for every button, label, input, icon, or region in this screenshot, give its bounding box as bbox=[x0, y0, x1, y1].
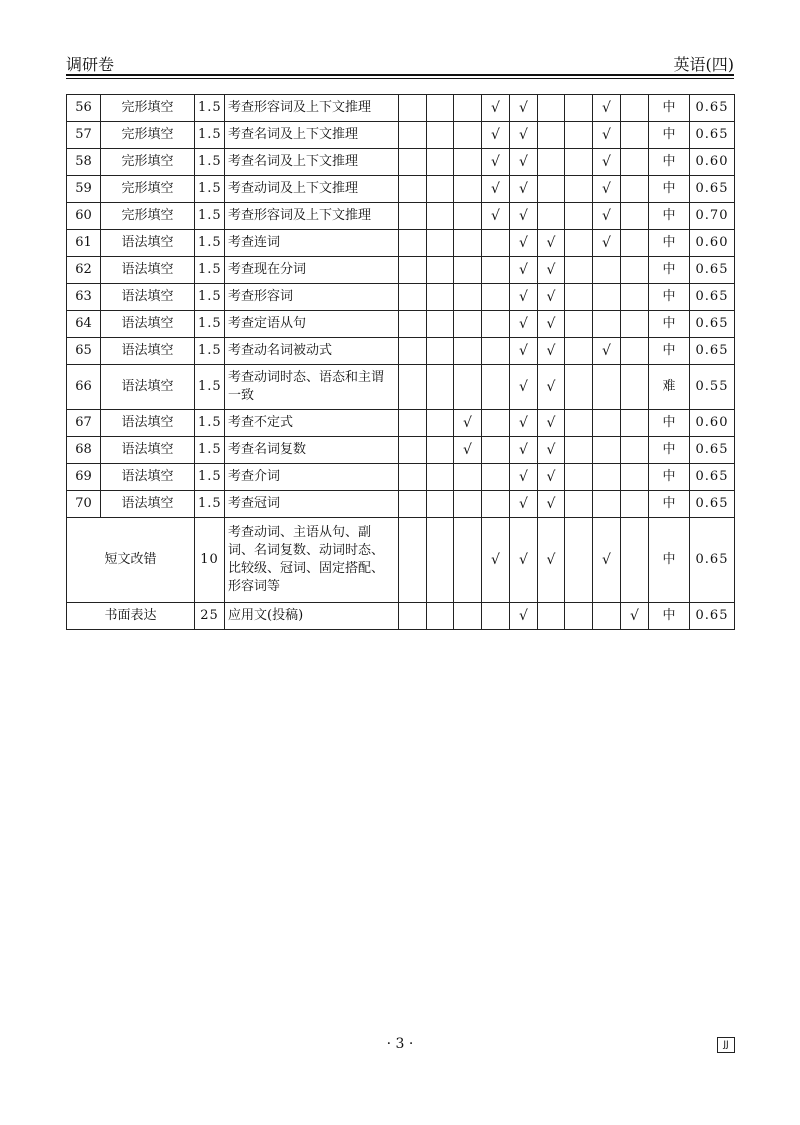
check-cell bbox=[454, 365, 482, 410]
check-cell bbox=[454, 603, 482, 630]
check-cell: √ bbox=[510, 338, 538, 365]
header-rule-thick bbox=[66, 74, 734, 76]
table-row bbox=[67, 338, 735, 365]
check-cell bbox=[399, 518, 427, 603]
score: 1.5 bbox=[195, 176, 225, 203]
question-number: 61 bbox=[67, 230, 101, 257]
difficulty: 中 bbox=[649, 122, 690, 149]
check-cell bbox=[399, 365, 427, 410]
question-number: 67 bbox=[67, 410, 101, 437]
check-cell bbox=[399, 122, 427, 149]
score: 1.5 bbox=[195, 95, 225, 122]
score-rate: 0.65 bbox=[690, 491, 735, 518]
check-cell bbox=[593, 311, 621, 338]
check-cell bbox=[538, 149, 565, 176]
score-rate: 0.60 bbox=[690, 410, 735, 437]
check-cell bbox=[427, 122, 454, 149]
check-cell bbox=[621, 203, 649, 230]
assessment-content: 考查名词复数 bbox=[225, 437, 399, 464]
table-row bbox=[67, 311, 735, 338]
check-cell bbox=[454, 311, 482, 338]
difficulty: 难 bbox=[649, 365, 690, 410]
table-row bbox=[67, 122, 735, 149]
check-cell: √ bbox=[510, 203, 538, 230]
check-cell bbox=[399, 464, 427, 491]
check-cell bbox=[427, 518, 454, 603]
check-cell: √ bbox=[482, 95, 510, 122]
difficulty: 中 bbox=[649, 149, 690, 176]
check-cell: √ bbox=[593, 122, 621, 149]
check-cell: √ bbox=[538, 437, 565, 464]
question-number: 68 bbox=[67, 437, 101, 464]
check-cell: √ bbox=[482, 518, 510, 603]
check-cell bbox=[621, 284, 649, 311]
check-cell bbox=[427, 95, 454, 122]
check-cell: √ bbox=[510, 518, 538, 603]
score: 1.5 bbox=[195, 410, 225, 437]
score-rate: 0.65 bbox=[690, 311, 735, 338]
question-number: 57 bbox=[67, 122, 101, 149]
check-cell: √ bbox=[593, 203, 621, 230]
check-cell bbox=[427, 203, 454, 230]
check-cell bbox=[593, 410, 621, 437]
check-cell bbox=[565, 311, 593, 338]
check-cell: √ bbox=[593, 176, 621, 203]
check-cell bbox=[454, 257, 482, 284]
check-cell bbox=[454, 491, 482, 518]
assessment-content: 考查动词时态、语态和主谓一致 bbox=[225, 365, 399, 410]
check-cell bbox=[621, 464, 649, 491]
check-cell bbox=[621, 122, 649, 149]
check-cell bbox=[621, 491, 649, 518]
score-rate: 0.65 bbox=[690, 122, 735, 149]
question-type: 完形填空 bbox=[101, 95, 195, 122]
check-cell: √ bbox=[538, 311, 565, 338]
check-cell bbox=[538, 122, 565, 149]
difficulty: 中 bbox=[649, 284, 690, 311]
assessment-content: 考查现在分词 bbox=[225, 257, 399, 284]
assessment-content: 考查名词及上下文推理 bbox=[225, 149, 399, 176]
check-cell: √ bbox=[482, 203, 510, 230]
check-cell bbox=[621, 338, 649, 365]
question-number: 64 bbox=[67, 311, 101, 338]
check-cell bbox=[454, 284, 482, 311]
question-type: 短文改错 bbox=[67, 518, 195, 603]
question-type: 语法填空 bbox=[101, 230, 195, 257]
check-cell bbox=[454, 149, 482, 176]
difficulty: 中 bbox=[649, 464, 690, 491]
score-rate: 0.60 bbox=[690, 149, 735, 176]
check-cell bbox=[427, 230, 454, 257]
check-cell bbox=[621, 176, 649, 203]
score: 1.5 bbox=[195, 230, 225, 257]
check-cell bbox=[621, 95, 649, 122]
difficulty: 中 bbox=[649, 203, 690, 230]
table-row bbox=[67, 284, 735, 311]
check-cell bbox=[454, 230, 482, 257]
check-cell: √ bbox=[510, 284, 538, 311]
check-cell bbox=[621, 410, 649, 437]
check-cell bbox=[482, 338, 510, 365]
score-rate: 0.65 bbox=[690, 338, 735, 365]
check-cell bbox=[482, 410, 510, 437]
check-cell: √ bbox=[538, 491, 565, 518]
check-cell bbox=[538, 603, 565, 630]
check-cell bbox=[482, 257, 510, 284]
check-cell bbox=[399, 203, 427, 230]
check-cell bbox=[427, 491, 454, 518]
score: 1.5 bbox=[195, 122, 225, 149]
check-cell bbox=[399, 95, 427, 122]
check-cell bbox=[454, 176, 482, 203]
check-cell bbox=[593, 284, 621, 311]
assessment-content: 考查动词及上下文推理 bbox=[225, 176, 399, 203]
check-cell: √ bbox=[621, 603, 649, 630]
score: 1.5 bbox=[195, 491, 225, 518]
score: 1.5 bbox=[195, 464, 225, 491]
question-number: 70 bbox=[67, 491, 101, 518]
question-type: 语法填空 bbox=[101, 284, 195, 311]
assessment-content: 考查定语从句 bbox=[225, 311, 399, 338]
check-cell bbox=[621, 365, 649, 410]
check-cell bbox=[427, 464, 454, 491]
score: 25 bbox=[195, 603, 225, 630]
difficulty: 中 bbox=[649, 491, 690, 518]
check-cell bbox=[565, 410, 593, 437]
assessment-content: 考查动名词被动式 bbox=[225, 338, 399, 365]
assessment-content: 考查形容词及上下文推理 bbox=[225, 95, 399, 122]
check-cell bbox=[482, 464, 510, 491]
question-number: 59 bbox=[67, 176, 101, 203]
question-type: 完形填空 bbox=[101, 176, 195, 203]
check-cell bbox=[593, 437, 621, 464]
check-cell bbox=[454, 95, 482, 122]
check-cell bbox=[565, 437, 593, 464]
question-type: 语法填空 bbox=[101, 311, 195, 338]
check-cell: √ bbox=[538, 410, 565, 437]
difficulty: 中 bbox=[649, 437, 690, 464]
check-cell bbox=[399, 311, 427, 338]
check-cell bbox=[454, 122, 482, 149]
check-cell bbox=[565, 365, 593, 410]
difficulty: 中 bbox=[649, 95, 690, 122]
score: 1.5 bbox=[195, 311, 225, 338]
score-rate: 0.65 bbox=[690, 284, 735, 311]
score-rate: 0.65 bbox=[690, 437, 735, 464]
check-cell bbox=[565, 338, 593, 365]
check-cell: √ bbox=[510, 603, 538, 630]
question-type: 完形填空 bbox=[101, 149, 195, 176]
check-cell bbox=[399, 176, 427, 203]
check-cell bbox=[565, 257, 593, 284]
question-type: 语法填空 bbox=[101, 491, 195, 518]
difficulty: 中 bbox=[649, 230, 690, 257]
check-cell bbox=[427, 338, 454, 365]
score: 1.5 bbox=[195, 149, 225, 176]
check-cell bbox=[482, 437, 510, 464]
check-cell bbox=[538, 95, 565, 122]
question-type: 书面表达 bbox=[67, 603, 195, 630]
score-rate: 0.70 bbox=[690, 203, 735, 230]
check-cell bbox=[454, 338, 482, 365]
check-cell bbox=[399, 491, 427, 518]
score-rate: 0.65 bbox=[690, 257, 735, 284]
assessment-content: 考查冠词 bbox=[225, 491, 399, 518]
check-cell bbox=[593, 464, 621, 491]
table-row bbox=[67, 176, 735, 203]
difficulty: 中 bbox=[649, 176, 690, 203]
check-cell bbox=[427, 410, 454, 437]
check-cell bbox=[454, 464, 482, 491]
question-number: 58 bbox=[67, 149, 101, 176]
check-cell: √ bbox=[510, 410, 538, 437]
check-cell bbox=[399, 410, 427, 437]
check-cell: √ bbox=[593, 338, 621, 365]
check-cell bbox=[399, 284, 427, 311]
question-number: 69 bbox=[67, 464, 101, 491]
check-cell: √ bbox=[510, 230, 538, 257]
check-cell: √ bbox=[538, 464, 565, 491]
check-cell: √ bbox=[538, 230, 565, 257]
check-cell bbox=[427, 149, 454, 176]
check-cell bbox=[427, 365, 454, 410]
check-cell bbox=[565, 176, 593, 203]
publisher-code: JJ bbox=[717, 1037, 735, 1053]
header-rule-thin bbox=[66, 78, 734, 79]
check-cell: √ bbox=[510, 149, 538, 176]
assessment-content: 考查不定式 bbox=[225, 410, 399, 437]
check-cell: √ bbox=[510, 437, 538, 464]
check-cell: √ bbox=[538, 284, 565, 311]
check-cell bbox=[565, 603, 593, 630]
check-cell bbox=[399, 230, 427, 257]
check-cell: √ bbox=[510, 95, 538, 122]
difficulty: 中 bbox=[649, 518, 690, 603]
check-cell bbox=[399, 149, 427, 176]
assessment-content: 考查连词 bbox=[225, 230, 399, 257]
assessment-content: 考查形容词 bbox=[225, 284, 399, 311]
page-number: · 3 · bbox=[386, 1036, 414, 1052]
assessment-content: 考查形容词及上下文推理 bbox=[225, 203, 399, 230]
score-rate: 0.55 bbox=[690, 365, 735, 410]
check-cell: √ bbox=[454, 410, 482, 437]
table-row bbox=[67, 365, 735, 410]
table-row bbox=[67, 603, 735, 630]
check-cell bbox=[399, 338, 427, 365]
check-cell bbox=[565, 284, 593, 311]
table-row bbox=[67, 437, 735, 464]
page-header bbox=[66, 52, 734, 74]
question-type: 语法填空 bbox=[101, 338, 195, 365]
check-cell bbox=[565, 464, 593, 491]
check-cell bbox=[427, 437, 454, 464]
question-number: 56 bbox=[67, 95, 101, 122]
table-row bbox=[67, 464, 735, 491]
score: 1.5 bbox=[195, 338, 225, 365]
check-cell bbox=[427, 603, 454, 630]
score-rate: 0.65 bbox=[690, 95, 735, 122]
check-cell bbox=[482, 284, 510, 311]
check-cell: √ bbox=[510, 365, 538, 410]
difficulty: 中 bbox=[649, 311, 690, 338]
score: 1.5 bbox=[195, 257, 225, 284]
check-cell bbox=[399, 603, 427, 630]
question-number: 66 bbox=[67, 365, 101, 410]
check-cell: √ bbox=[510, 176, 538, 203]
check-cell bbox=[399, 257, 427, 284]
score-rate: 0.65 bbox=[690, 464, 735, 491]
check-cell: √ bbox=[454, 437, 482, 464]
check-cell bbox=[565, 491, 593, 518]
question-number: 63 bbox=[67, 284, 101, 311]
difficulty: 中 bbox=[649, 410, 690, 437]
score: 10 bbox=[195, 518, 225, 603]
question-type: 语法填空 bbox=[101, 410, 195, 437]
check-cell bbox=[427, 176, 454, 203]
table-row bbox=[67, 518, 735, 603]
assessment-content: 考查动词、主语从句、副词、名词复数、动词时态、比较级、冠词、固定搭配、形容词等 bbox=[225, 518, 399, 603]
check-cell: √ bbox=[593, 95, 621, 122]
check-cell: √ bbox=[510, 491, 538, 518]
difficulty: 中 bbox=[649, 338, 690, 365]
check-cell bbox=[621, 149, 649, 176]
score-rate: 0.65 bbox=[690, 518, 735, 603]
check-cell: √ bbox=[538, 257, 565, 284]
check-cell bbox=[538, 176, 565, 203]
check-cell bbox=[427, 284, 454, 311]
check-cell bbox=[621, 437, 649, 464]
check-cell: √ bbox=[482, 149, 510, 176]
check-cell bbox=[565, 203, 593, 230]
item-analysis-table bbox=[66, 94, 735, 630]
check-cell: √ bbox=[482, 176, 510, 203]
check-cell bbox=[482, 491, 510, 518]
difficulty: 中 bbox=[649, 257, 690, 284]
score: 1.5 bbox=[195, 203, 225, 230]
check-cell: √ bbox=[593, 518, 621, 603]
check-cell: √ bbox=[510, 257, 538, 284]
question-number: 65 bbox=[67, 338, 101, 365]
question-type: 完形填空 bbox=[101, 203, 195, 230]
check-cell: √ bbox=[510, 122, 538, 149]
assessment-content: 应用文(投稿) bbox=[225, 603, 399, 630]
check-cell bbox=[538, 203, 565, 230]
check-cell bbox=[427, 311, 454, 338]
check-cell bbox=[454, 203, 482, 230]
header-subject: 英语(四) bbox=[673, 55, 734, 74]
check-cell bbox=[593, 365, 621, 410]
check-cell: √ bbox=[593, 149, 621, 176]
check-cell bbox=[565, 230, 593, 257]
check-cell bbox=[621, 518, 649, 603]
question-type: 完形填空 bbox=[101, 122, 195, 149]
check-cell bbox=[565, 95, 593, 122]
score: 1.5 bbox=[195, 284, 225, 311]
table-row bbox=[67, 410, 735, 437]
check-cell: √ bbox=[538, 338, 565, 365]
table-row bbox=[67, 491, 735, 518]
check-cell bbox=[593, 491, 621, 518]
check-cell: √ bbox=[482, 122, 510, 149]
check-cell bbox=[454, 518, 482, 603]
question-number: 60 bbox=[67, 203, 101, 230]
check-cell bbox=[621, 257, 649, 284]
check-cell bbox=[565, 122, 593, 149]
score: 1.5 bbox=[195, 437, 225, 464]
check-cell bbox=[482, 230, 510, 257]
check-cell: √ bbox=[510, 464, 538, 491]
check-cell bbox=[482, 365, 510, 410]
check-cell bbox=[427, 257, 454, 284]
difficulty: 中 bbox=[649, 603, 690, 630]
question-number: 62 bbox=[67, 257, 101, 284]
check-cell bbox=[482, 603, 510, 630]
table-row bbox=[67, 203, 735, 230]
check-cell bbox=[593, 257, 621, 284]
check-cell: √ bbox=[538, 365, 565, 410]
table-row bbox=[67, 149, 735, 176]
check-cell bbox=[482, 311, 510, 338]
check-cell bbox=[565, 518, 593, 603]
check-cell: √ bbox=[593, 230, 621, 257]
table-row bbox=[67, 257, 735, 284]
score-rate: 0.60 bbox=[690, 230, 735, 257]
check-cell bbox=[621, 311, 649, 338]
assessment-content: 考查名词及上下文推理 bbox=[225, 122, 399, 149]
check-cell bbox=[621, 230, 649, 257]
table-row bbox=[67, 230, 735, 257]
question-type: 语法填空 bbox=[101, 464, 195, 491]
check-cell: √ bbox=[538, 518, 565, 603]
score: 1.5 bbox=[195, 365, 225, 410]
check-cell bbox=[565, 149, 593, 176]
question-type: 语法填空 bbox=[101, 365, 195, 410]
assessment-content: 考查介词 bbox=[225, 464, 399, 491]
score-rate: 0.65 bbox=[690, 603, 735, 630]
score-rate: 0.65 bbox=[690, 176, 735, 203]
check-cell bbox=[593, 603, 621, 630]
check-cell: √ bbox=[510, 311, 538, 338]
question-type: 语法填空 bbox=[101, 257, 195, 284]
check-cell bbox=[399, 437, 427, 464]
header-title: 调研卷 bbox=[66, 55, 115, 74]
table-row bbox=[67, 95, 735, 122]
question-type: 语法填空 bbox=[101, 437, 195, 464]
